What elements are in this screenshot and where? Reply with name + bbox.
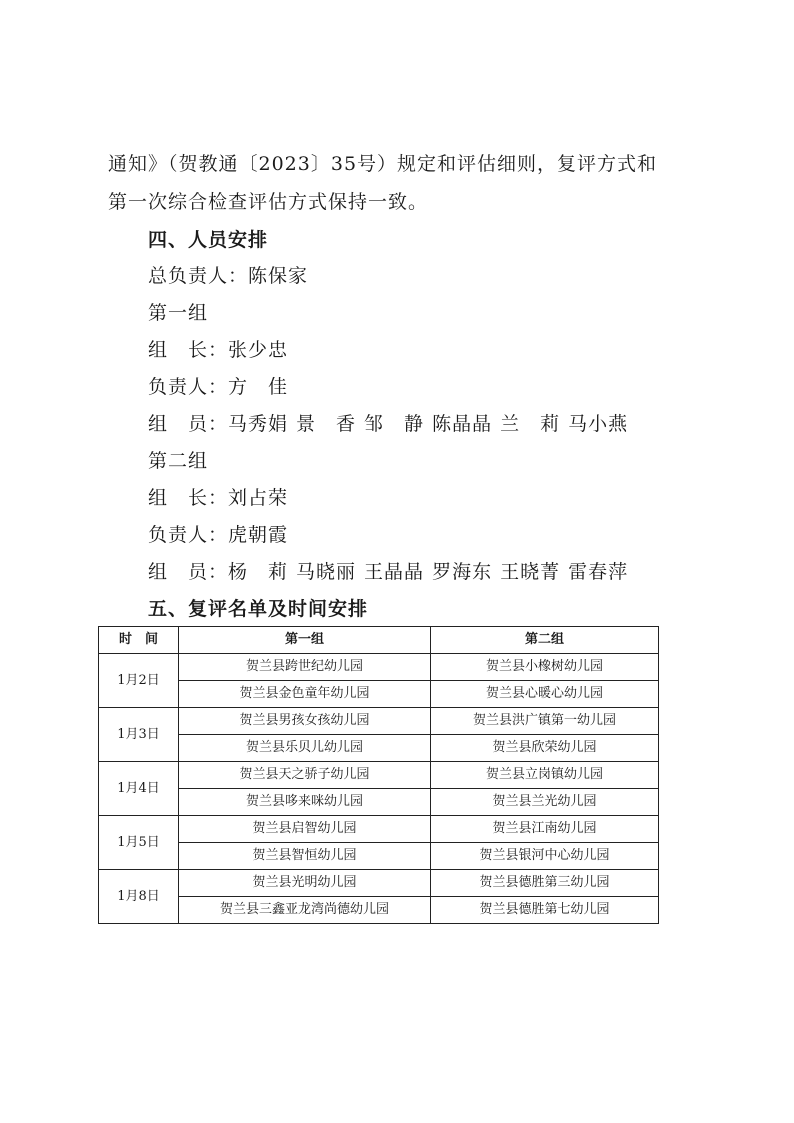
member-name: 罗海东 bbox=[432, 561, 493, 583]
date-cell: 1月2日 bbox=[99, 654, 179, 708]
group1-kindergarten: 贺兰县智恒幼儿园 bbox=[179, 843, 431, 870]
table-row bbox=[99, 843, 659, 870]
section-heading-schedule: 五、复评名单及时间安排 bbox=[148, 598, 369, 620]
table-row bbox=[99, 654, 659, 681]
section-heading-personnel: 四、人员安排 bbox=[148, 229, 269, 251]
member-name: 杨 莉 bbox=[228, 561, 289, 583]
group2-leader: 组 长：刘占荣 bbox=[148, 487, 289, 509]
members-label: 组 员： bbox=[148, 413, 229, 435]
group1-kindergarten: 贺兰县哆来咪幼儿园 bbox=[179, 789, 431, 816]
table-row bbox=[99, 816, 659, 843]
member-name: 邹 静 bbox=[364, 413, 425, 435]
group2-kindergarten: 贺兰县兰光幼儿园 bbox=[431, 789, 659, 816]
group2-kindergarten: 贺兰县德胜第三幼儿园 bbox=[431, 870, 659, 897]
table-row bbox=[99, 897, 659, 924]
schedule-table bbox=[98, 626, 659, 924]
group1-kindergarten: 贺兰县金色童年幼儿园 bbox=[179, 681, 431, 708]
group1-kindergarten: 贺兰县乐贝儿幼儿园 bbox=[179, 735, 431, 762]
group2-kindergarten: 贺兰县银河中心幼儿园 bbox=[431, 843, 659, 870]
group2-manager: 负责人：虎朝霞 bbox=[148, 524, 289, 546]
group2-title: 第二组 bbox=[148, 450, 209, 472]
chief-manager: 总负责人：陈保家 bbox=[148, 265, 309, 287]
group2-kindergarten: 贺兰县江南幼儿园 bbox=[431, 816, 659, 843]
header-group2: 第二组 bbox=[431, 627, 659, 654]
group2-kindergarten: 贺兰县小橡树幼儿园 bbox=[431, 654, 659, 681]
members-label: 组 员： bbox=[148, 561, 229, 583]
table-row bbox=[99, 708, 659, 735]
member-name: 马小燕 bbox=[568, 413, 629, 435]
member-name: 陈晶晶 bbox=[432, 413, 493, 435]
member-name: 景 香 bbox=[296, 413, 357, 435]
table-row bbox=[99, 870, 659, 897]
table-row bbox=[99, 762, 659, 789]
group1-kindergarten: 贺兰县天之骄子幼儿园 bbox=[179, 762, 431, 789]
group1-kindergarten: 贺兰县三鑫亚龙湾尚德幼儿园 bbox=[179, 897, 431, 924]
group1-manager: 负责人：方 佳 bbox=[148, 376, 289, 398]
group2-kindergarten: 贺兰县心暖心幼儿园 bbox=[431, 681, 659, 708]
date-cell: 1月4日 bbox=[99, 762, 179, 816]
header-time: 时 间 bbox=[99, 627, 179, 654]
member-name: 王晓菁 bbox=[500, 561, 561, 583]
group2-kindergarten: 贺兰县欣荣幼儿园 bbox=[431, 735, 659, 762]
group2-kindergarten: 贺兰县德胜第七幼儿园 bbox=[431, 897, 659, 924]
member-name: 王晶晶 bbox=[364, 561, 425, 583]
member-name: 兰 莉 bbox=[500, 413, 561, 435]
paragraph-line-1: 通知》（贺教通〔2023〕35号）规定和评估细则，复评方式和 bbox=[108, 153, 658, 175]
table-row bbox=[99, 789, 659, 816]
group1-kindergarten: 贺兰县光明幼儿园 bbox=[179, 870, 431, 897]
date-cell: 1月5日 bbox=[99, 816, 179, 870]
group1-leader: 组 长：张少忠 bbox=[148, 339, 289, 361]
group2-kindergarten: 贺兰县洪广镇第一幼儿园 bbox=[431, 708, 659, 735]
member-name: 马秀娟 bbox=[228, 413, 289, 435]
group1-kindergarten: 贺兰县男孩女孩幼儿园 bbox=[179, 708, 431, 735]
group1-title: 第一组 bbox=[148, 302, 209, 324]
date-cell: 1月8日 bbox=[99, 870, 179, 924]
group1-kindergarten: 贺兰县跨世纪幼儿园 bbox=[179, 654, 431, 681]
group2-members bbox=[148, 560, 636, 584]
date-cell: 1月3日 bbox=[99, 708, 179, 762]
header-group1: 第一组 bbox=[179, 627, 431, 654]
group1-kindergarten: 贺兰县启智幼儿园 bbox=[179, 816, 431, 843]
group1-members bbox=[148, 412, 636, 436]
member-name: 雷春萍 bbox=[568, 561, 629, 583]
table-row bbox=[99, 735, 659, 762]
table-header-row bbox=[99, 627, 659, 654]
paragraph-line-2: 第一次综合检查评估方式保持一致。 bbox=[108, 191, 429, 213]
table-row bbox=[99, 681, 659, 708]
member-name: 马晓丽 bbox=[296, 561, 357, 583]
group2-kindergarten: 贺兰县立岗镇幼儿园 bbox=[431, 762, 659, 789]
